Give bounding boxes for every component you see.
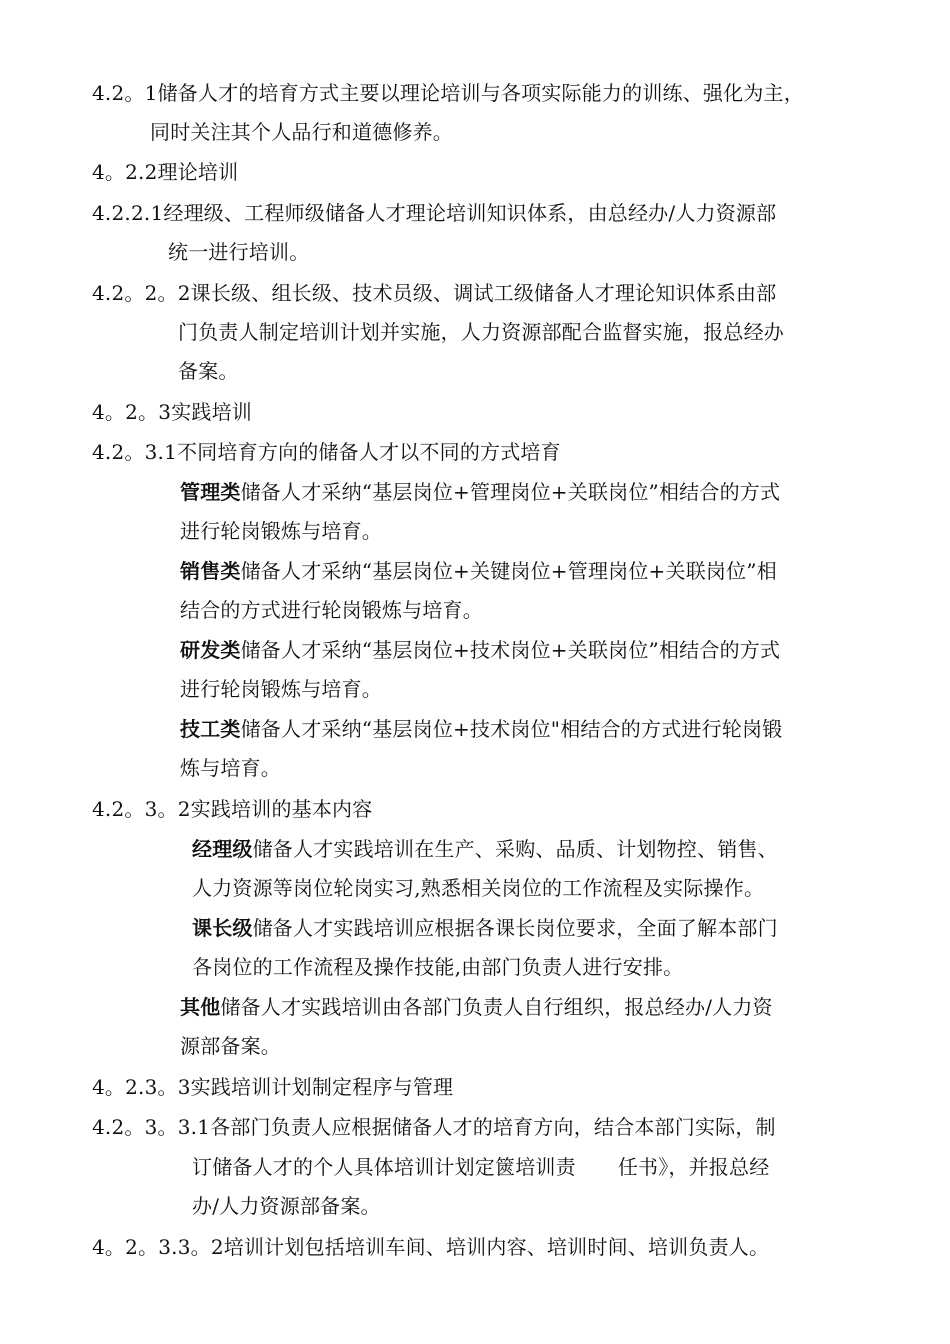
manager-level-line-1 [192, 834, 778, 864]
section-4-2-2-1-line-1 [92, 198, 776, 228]
paragraph-text: 储备人才实践培训应根据各课长岗位要求，全面了解本部门 [252, 916, 778, 940]
paragraph-text: 储备人才采纳“基层岗位+技术岗位"相结合的方式进行轮岗锻 [240, 717, 783, 741]
category-label: 研发类 [180, 638, 241, 662]
category-label: 销售类 [180, 559, 241, 583]
category-label: 其他 [180, 995, 221, 1019]
section-title: 理论培训 [157, 160, 239, 184]
management-type-line-1 [180, 477, 780, 507]
category-label: 技工类 [180, 717, 241, 741]
section-4-2-3-heading [92, 397, 252, 427]
paragraph-text: 经理级、工程师级储备人才理论培训知识体系，由总经办/人力资源部 [163, 201, 777, 225]
section-4-2-3-1-heading [92, 437, 561, 467]
section-4-2-3-3-1-line-2 [192, 1152, 769, 1182]
paragraph-text: 储备人才实践培训由各部门负责人自行组织，报总经办/人力资 [220, 995, 773, 1019]
sales-type-line-2: 结合的方式进行轮岗锻炼与培育。 [180, 598, 483, 622]
section-4-2-1-line-1 [92, 78, 804, 108]
section-number: 4。2。3 [92, 400, 172, 424]
section-number: 4.2。3。3.1 [92, 1115, 211, 1139]
paragraph-text: 储备人才的培育方式主要以理论培训与各项实际能力的训练、强化为主， [157, 81, 804, 105]
section-4-2-1-line-2: 同时关注其个人品行和道德修养。 [150, 120, 453, 144]
section-4-2-3-3-1-line-3: 办/人力资源部备案。 [192, 1194, 381, 1218]
manager-level-line-2: 人力资源等岗位轮岗实习,熟悉相关岗位的工作流程及实际操作。 [192, 876, 765, 900]
section-number: 4。2。3.3。2 [92, 1235, 224, 1259]
rd-type-line-1 [180, 635, 780, 665]
paragraph-text: 储备人才实践培训在生产、采购、品质、计划物控、销售、 [252, 837, 778, 861]
paragraph-text: 培训计划包括培训车间、培训内容、培训时间、培训负责人。 [223, 1235, 770, 1259]
section-4-2-2-1-line-2: 统一进行培训。 [168, 240, 310, 264]
other-level-line-2: 源部备案。 [180, 1034, 281, 1058]
section-number: 4.2。1 [92, 81, 158, 105]
section-title: 不同培育方向的储备人才以不同的方式培育 [177, 440, 561, 464]
section-4-2-2-2-line-3: 备案。 [178, 359, 239, 383]
section-title: 实践培训计划制定程序与管理 [190, 1075, 454, 1099]
section-number: 4。2.3。3 [92, 1075, 191, 1099]
section-number: 4.2。3。2 [92, 797, 191, 821]
management-type-line-2: 进行轮岗锻炼与培育。 [180, 519, 382, 543]
technician-type-line-2: 炼与培育。 [180, 756, 281, 780]
paragraph-text: 任书》，并报总经 [617, 1155, 770, 1179]
section-4-2-2-2-line-2: 门负责人制定培训计划并实施，人力资源部配合监督实施，报总经办 [178, 320, 784, 344]
other-level-line-1 [180, 992, 773, 1022]
section-4-2-3-3-1-line-1 [92, 1112, 776, 1142]
section-title: 实践培训 [171, 400, 252, 424]
section-number: 4。2.2 [92, 160, 158, 184]
section-4-2-3-2-heading [92, 794, 372, 824]
section-chief-level-line-1 [192, 913, 778, 943]
paragraph-text: 各部门负责人应根据储备人才的培育方向，结合本部门实际，制 [210, 1115, 776, 1139]
section-4-2-3-3-heading [92, 1072, 453, 1102]
technician-type-line-1 [180, 714, 782, 744]
sales-type-line-1 [180, 556, 777, 586]
section-4-2-2-heading [92, 157, 238, 187]
section-number: 4.2。2。2 [92, 281, 191, 305]
section-4-2-2-2-line-1 [92, 278, 776, 308]
section-number: 4.2.2.1 [92, 201, 164, 225]
section-chief-level-line-2: 各岗位的工作流程及操作技能,由部门负责人进行安排。 [192, 955, 684, 979]
category-label: 管理类 [180, 480, 241, 504]
category-label: 经理级 [192, 837, 253, 861]
section-4-2-3-3-2-line-1 [92, 1232, 769, 1262]
paragraph-text: 储备人才采纳“基层岗位+管理岗位+关联岗位”相结合的方式 [240, 480, 781, 504]
category-label: 课长级 [192, 916, 253, 940]
paragraph-text: 订储备人才的个人具体培训计划定篋培训责 [192, 1155, 576, 1179]
paragraph-text: 储备人才采纳“基层岗位+技术岗位+关联岗位”相结合的方式 [240, 638, 781, 662]
rd-type-line-2: 进行轮岗锻炼与培育。 [180, 677, 382, 701]
section-title: 实践培训的基本内容 [190, 797, 373, 821]
section-number: 4.2。3.1 [92, 440, 178, 464]
paragraph-text: 储备人才采纳“基层岗位+关键岗位+管理岗位+关联岗位”相 [240, 559, 777, 583]
paragraph-text: 课长级、组长级、技术员级、调试工级储备人才理论知识体系由部 [190, 281, 777, 305]
